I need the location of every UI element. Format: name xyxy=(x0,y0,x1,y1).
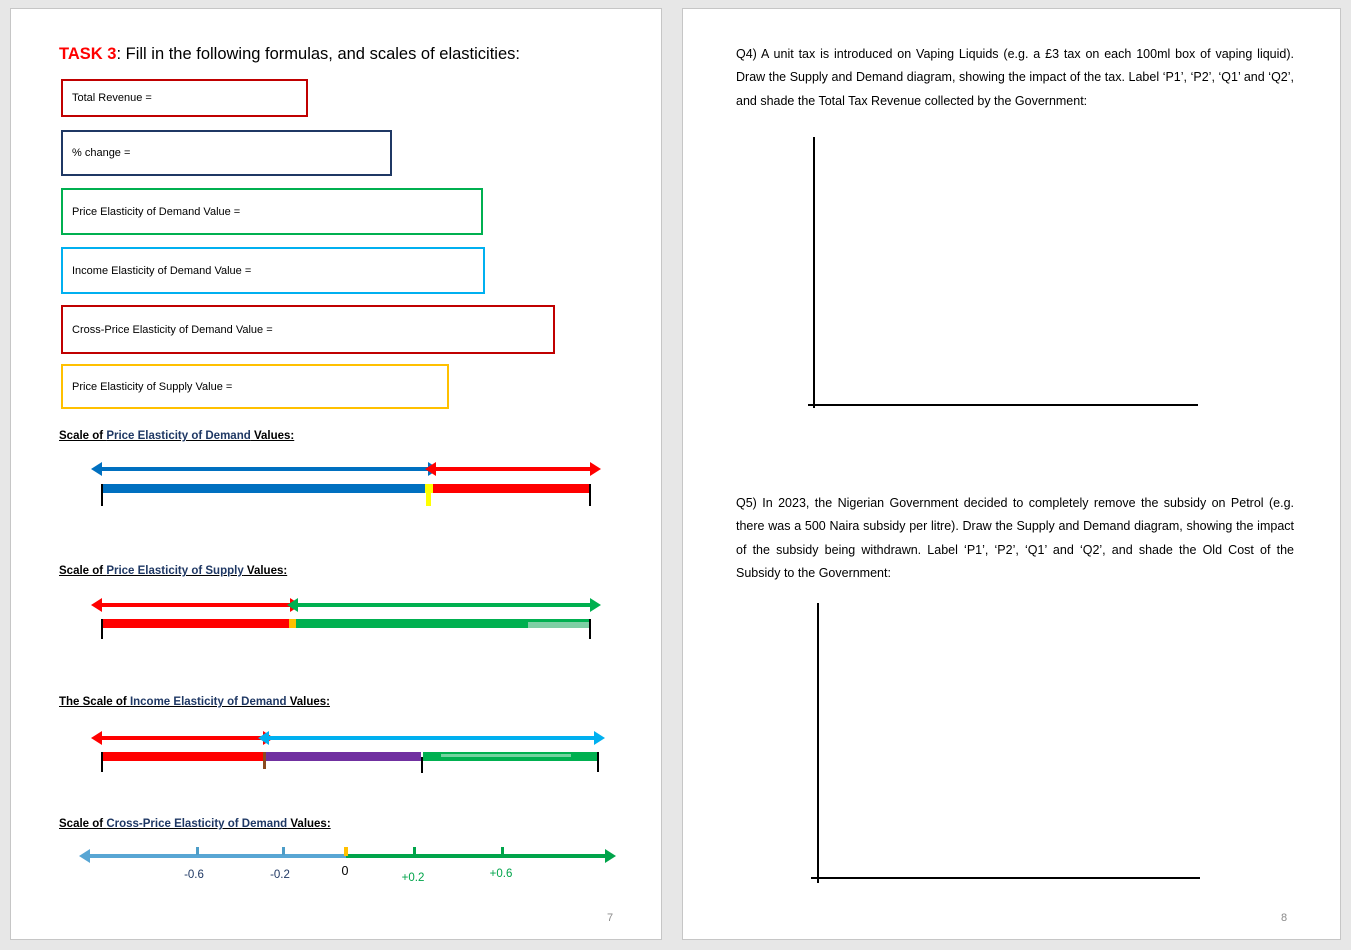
heading-prefix: The Scale of xyxy=(59,696,130,708)
q5-y-axis xyxy=(817,603,819,883)
xed-zero-tick xyxy=(344,847,348,856)
q4-x-axis xyxy=(808,404,1198,406)
heading-highlight: Price Elasticity of Demand xyxy=(106,430,251,442)
heading-suffix: Values: xyxy=(243,565,288,577)
q5-x-axis xyxy=(811,877,1200,879)
ped-blue-bar xyxy=(101,484,425,493)
formula-box-percent-change[interactable] xyxy=(61,130,392,176)
document-page-8 xyxy=(682,8,1341,940)
ped-yellow-divider xyxy=(425,484,433,493)
heading-suffix: Values: xyxy=(250,430,295,442)
task-title-text: : Fill in the following formulas, and scales of elasticities: xyxy=(116,45,520,63)
xed-label-pos02: +0.2 xyxy=(401,872,425,884)
xed-tick-pos02 xyxy=(413,847,416,855)
heading-highlight: Cross-Price Elasticity of Demand xyxy=(106,818,288,830)
formula-box-pes-value[interactable] xyxy=(61,364,449,409)
task-label: TASK 3 xyxy=(59,45,117,63)
ped-right-tick xyxy=(589,484,591,506)
heading-suffix: Values: xyxy=(286,696,330,708)
formula-box-total-revenue[interactable] xyxy=(61,79,308,117)
ped-elastic-arrow xyxy=(101,467,429,471)
heading-prefix: Scale of xyxy=(59,565,107,577)
yed-normal-arrow xyxy=(268,736,595,740)
yed-left-tick xyxy=(101,752,103,772)
ped-yellow-tick xyxy=(426,493,431,506)
formula-box-xed-value[interactable] xyxy=(61,305,555,354)
formula-label: Price Elasticity of Demand Value = xyxy=(72,205,241,218)
xed-label-neg06: -0.6 xyxy=(184,869,204,881)
question-q4: Q4) A unit tax is introduced on Vaping Liquids (e.g. a £3 tax on each 100ml box of vaping liquid). Draw the Supply and Demand diagram, showing the impact of the tax. Label ‘P1’, ‘P2’, ‘Q1’ and ‘Q2’, and shade the Total Tax Revenue collected by the Government: xyxy=(736,47,1294,108)
page-title xyxy=(59,45,520,64)
formula-label: Cross-Price Elasticity of Demand Value = xyxy=(72,323,273,336)
pes-gold-divider xyxy=(289,619,296,628)
xed-tick-neg06 xyxy=(196,847,199,855)
yed-green-highlight xyxy=(441,754,571,757)
xed-label-pos06: +0.6 xyxy=(489,868,513,880)
ped-left-tick xyxy=(101,484,103,506)
xed-label-neg02: -0.2 xyxy=(270,869,290,881)
pes-right-tick xyxy=(589,619,591,639)
heading-prefix: Scale of xyxy=(59,818,107,830)
heading-scale-pes xyxy=(59,565,287,577)
ped-red-bar xyxy=(433,484,589,493)
heading-suffix: Values: xyxy=(287,818,331,830)
page-number-8: 8 xyxy=(1281,912,1288,924)
q4-y-axis xyxy=(813,137,815,408)
formula-label: Price Elasticity of Supply Value = xyxy=(72,380,233,393)
question-q5: Q5) In 2023, the Nigerian Government decided to completely remove the subsidy on Petrol (e.g. there was a 500 Naira subsidy per litre). Draw the Supply and Demand diagram, showing the impact of the subsidy being withdrawn. Label ‘P1’, ‘P2’, ‘Q1’ and ‘Q2’, and shade the Old Cost of the Subsidy to the Government: xyxy=(736,496,1294,581)
yed-purple-bar xyxy=(266,752,421,761)
heading-highlight: Income Elasticity of Demand xyxy=(129,696,287,708)
xed-negative-axis xyxy=(89,854,346,858)
pes-left-tick xyxy=(101,619,103,639)
yed-inferior-arrow xyxy=(101,736,264,740)
heading-highlight: Price Elasticity of Supply xyxy=(106,565,244,577)
page-number-7: 7 xyxy=(607,912,614,924)
xed-tick-pos06 xyxy=(501,847,504,855)
xed-positive-axis xyxy=(346,854,606,858)
ped-inelastic-arrow xyxy=(435,467,591,471)
document-page-7 xyxy=(10,8,662,940)
heading-scale-yed xyxy=(59,696,330,708)
formula-box-ped-value[interactable] xyxy=(61,188,483,235)
yed-red-bar xyxy=(101,752,263,761)
heading-scale-ped xyxy=(59,430,294,442)
pes-elastic-arrow xyxy=(297,603,591,607)
xed-tick-neg02 xyxy=(282,847,285,855)
xed-label-zero: 0 xyxy=(341,864,349,878)
formula-label: Total Revenue = xyxy=(72,92,152,104)
formula-label: Income Elasticity of Demand Value = xyxy=(72,264,252,277)
formula-label: % change = xyxy=(72,147,131,159)
heading-prefix: Scale of xyxy=(59,430,107,442)
yed-mid-tick xyxy=(421,757,423,773)
formula-box-yed-value[interactable] xyxy=(61,247,485,294)
pes-inelastic-arrow xyxy=(101,603,291,607)
yed-right-tick xyxy=(597,752,599,772)
pes-green-highlight xyxy=(528,622,589,628)
heading-scale-xed xyxy=(59,818,331,830)
pes-red-bar xyxy=(101,619,289,628)
